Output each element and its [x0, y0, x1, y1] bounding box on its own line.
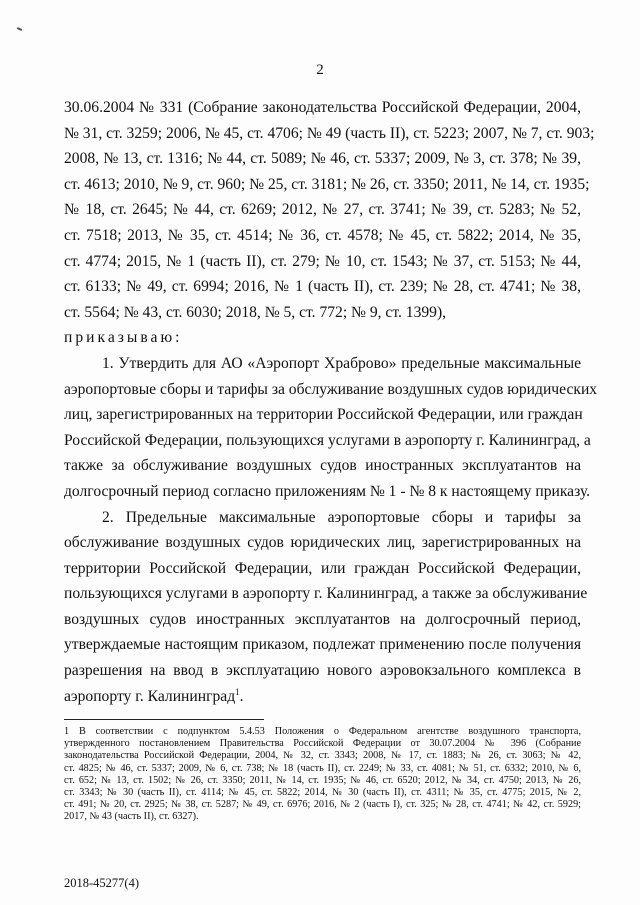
footnote-line: ст. 652; № 13, ст. 1502; № 26, ст. 3350; 2011, № 14, ст. 1935; № 46, ст. 6520; 2012, № 34, ст. 4750; 2013, № 26,: [64, 774, 581, 786]
footnote-line: ст. 4825; № 46, ст. 5337; 2009, № 6, ст. 738; № 18 (часть II), ст. 2249; № 33, ст. 4081; № 51, ст. 6332; 2010, № 6,: [64, 762, 581, 774]
text-line: № 18, ст. 2645; № 44, ст. 6269; 2012, № 27, ст. 3741; № 39, ст. 5283; № 52,: [64, 201, 581, 219]
text-line: 2. Предельные максимальные аэропортовые сборы и тарифы за: [102, 508, 581, 526]
footnote-line: законодательства Российской Федерации, 2004, № 32, ст. 3343; 2008, № 17, ст. 1883; № 26, ст. 3063; № 42,: [64, 750, 581, 762]
text-line: также за обслуживание воздушных судов иностранных эксплуатантов на: [64, 457, 581, 475]
document-number: 2018-45277(4): [64, 876, 139, 890]
footnote-line: ст. 3343; № 30 (часть II), ст. 4114; № 45, ст. 5822; 2014, № 30 (часть II), ст. 4311; № 35, ст. 4775; 2015, № 2,: [64, 787, 581, 799]
footnote-line: 1 В соответствии с подпунктом 5.4.53 Положения о Федеральном агентстве воздушного транспорта,: [64, 726, 581, 737]
text-line: 30.06.2004 № 331 (Собрание законодательства Российской Федерации, 2004,: [64, 99, 581, 116]
text-line: обслуживание воздушных судов юридических лиц, зарегистрированных на: [64, 534, 581, 552]
text-line: аэропорту г. Калининград$^1$.: [64, 686, 244, 705]
text-line: ст. 7518; 2013, № 35, ст. 4514; № 36, ст. 4578; № 45, ст. 5822; 2014, № 35,: [64, 226, 581, 244]
text-line: разрешения на ввод в эксплуатацию нового аэровокзального комплекса в: [64, 662, 581, 680]
text-line: 2008, № 13, ст. 1316; № 44, ст. 5089; № 46, ст. 5337; 2009, № 3, ст. 378; № 39,: [64, 150, 581, 168]
footnote-line: ст. 491; № 20, ст. 2925; № 38, ст. 5287; № 49, ст. 6976; 2016, № 2 (часть I), ст. 325; № 28, ст. 4741; № 42, ст. 5929;: [64, 799, 581, 811]
scan-mark: [17, 27, 22, 31]
text-line: ст. 4613; 2010, № 9, ст. 960; № 25, ст. 3181; № 26, ст. 3350; 2011, № 14, ст. 1935;: [64, 175, 590, 193]
text-line: пользующихся услугами в аэропорту г. Калининград, а также за обслуживание: [64, 585, 588, 603]
text-line: долгосрочный период согласно приложениям № 1 - № 8 к настоящему приказу.: [64, 482, 591, 500]
text-line: Российской Федерации, пользующихся услугами в аэропорту г. Калининград, а: [64, 431, 591, 449]
text-line: приказываю:: [64, 329, 183, 347]
text-line: № 31, ст. 3259; 2006, № 45, ст. 4706; № 49 (часть II), ст. 5223; 2007, № 7, ст. 903;: [64, 124, 595, 142]
main-text: [64, 95, 598, 709]
text-line: утверждаемые настоящим приказом, подлежат применению после получения: [64, 636, 581, 654]
footnote-block: [64, 726, 581, 824]
text-line: аэропортовые сборы и тарифы за обслуживание воздушных судов юридических: [64, 380, 598, 398]
text-line: ст. 4774; 2015, № 1 (часть II), ст. 279; № 10, ст. 1543; № 37, ст. 5153; № 44,: [64, 252, 581, 270]
text-line: ст. 5564; № 43, ст. 6030; 2018, № 5, ст. 772; № 9, ст. 1399),: [64, 303, 447, 321]
text-line: ст. 6133; № 49, ст. 6994; 2016, № 1 (часть II), ст. 239; № 28, ст. 4741; № 38,: [64, 278, 581, 296]
footnote-line: 2017, № 43 (часть II), ст. 6327).: [64, 811, 199, 823]
text-line: 1. Утвердить для АО «Аэропорт Храброво» предельные максимальные: [102, 354, 581, 372]
text-line: территории Российской Федерации, или граждан Российской Федерации,: [64, 559, 581, 577]
page-number: 2: [316, 62, 324, 78]
footnote-reference[interactable]: 1: [235, 686, 240, 697]
footnote-divider: [64, 719, 264, 720]
footnote-line: утвержденного постановлением Правительства Российской Федерации от 30.07.2004 № 396 (Собрание: [64, 738, 581, 750]
text-line: воздушных судов иностранных эксплуатантов на долгосрочный период,: [64, 610, 581, 628]
text-line: лиц, зарегистрированных на территории Российской Федерации, или граждан: [64, 406, 583, 424]
